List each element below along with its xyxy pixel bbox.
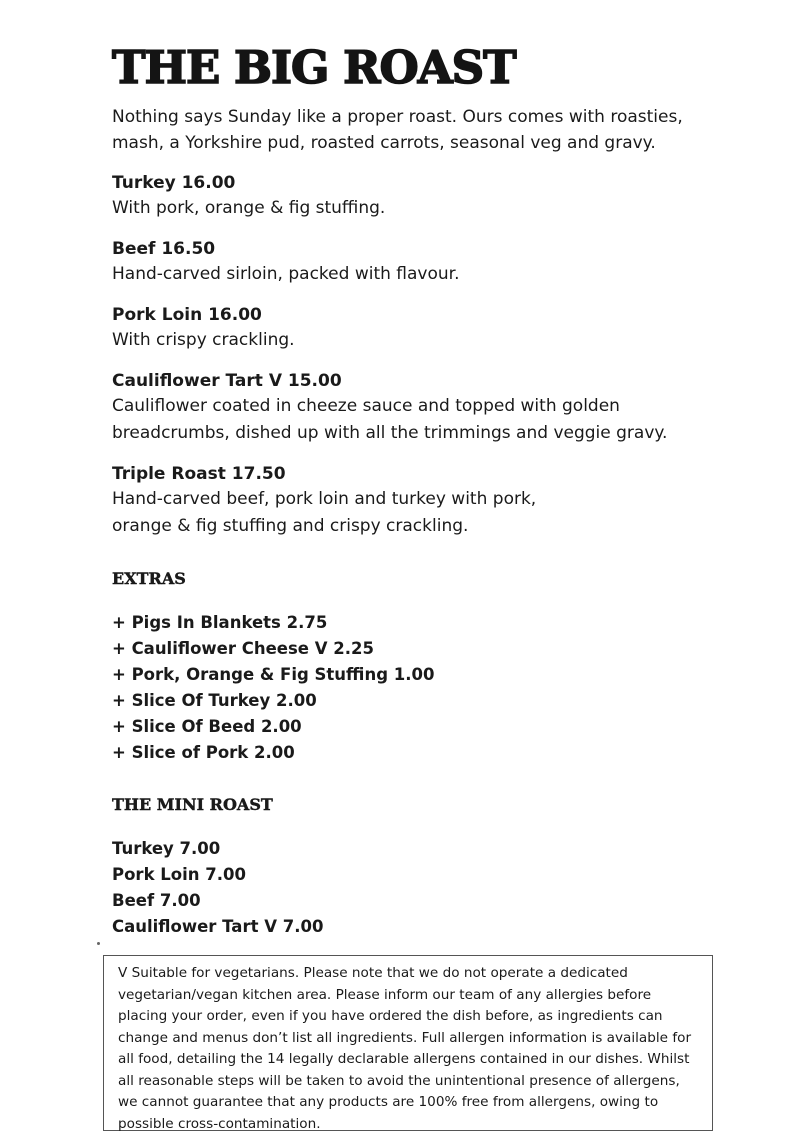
list-item: + Slice of Pork 2.00 xyxy=(112,743,295,762)
dish-name: Beef 16.50 xyxy=(112,239,216,259)
dish-name: Turkey 16.00 xyxy=(112,173,236,193)
list-item: + Cauliflower Cheese V 2.25 xyxy=(112,639,374,658)
list-item: Cauliflower Tart V 7.00 xyxy=(112,917,324,936)
dish-item xyxy=(112,462,752,540)
mini-roast-list xyxy=(112,836,752,940)
menu-intro: Nothing says Sunday like a proper roast. Ours comes with roasties, mash, a Yorkshire pud, roasted carrots, seasonal veg and gravy. xyxy=(112,107,683,153)
dish-name: Triple Roast 17.50 xyxy=(112,464,286,484)
dish-description: With pork, orange & fig stuffing. xyxy=(112,198,386,218)
list-item: + Slice Of Beed 2.00 xyxy=(112,717,302,736)
dish-name: Cauliflower Tart V 15.00 xyxy=(112,371,342,391)
dish-description: Hand-carved sirloin, packed with flavour. xyxy=(112,264,460,284)
list-item: Turkey 7.00 xyxy=(112,839,221,858)
extras-list xyxy=(112,610,752,766)
list-item: Pork Loin 7.00 xyxy=(112,865,246,884)
menu-title: THE BIG ROAST xyxy=(112,41,516,94)
dish-name: Pork Loin 16.00 xyxy=(112,305,262,325)
dish-item xyxy=(112,303,752,354)
list-item: + Pigs In Blankets 2.75 xyxy=(112,613,328,632)
mini-roast-heading: THE MINI ROAST xyxy=(112,795,273,814)
extras-heading: EXTRAS xyxy=(112,569,186,588)
dish-description: Hand-carved beef, pork loin and turkey with pork, orange & fig stuffing and crispy crackling. xyxy=(112,489,537,536)
stray-mark xyxy=(97,942,100,945)
dish-description: Cauliflower coated in cheeze sauce and topped with golden breadcrumbs, dished up with all the trimmings and veggie gravy. xyxy=(112,396,668,443)
list-item: + Pork, Orange & Fig Stuffing 1.00 xyxy=(112,665,435,684)
menu-page xyxy=(112,42,752,940)
list-item: Beef 7.00 xyxy=(112,891,201,910)
allergen-notice: V Suitable for vegetarians. Please note that we do not operate a dedicated vegetarian/vegan kitchen area. Please inform our team of any allergies before placing your order, even if you have ordered the dish before, as ingredients can change and menus don’t list all ingredients. Full allergen information is available for all food, detailing the 14 legally declarable allergens contained in our dishes. Whilst all reasonable steps will be taken to avoid the unintentional presence of allergens, we cannot guarantee that any products are 100% free from allergens, owing to possible cross-contamination. xyxy=(103,955,713,1131)
dish-item xyxy=(112,237,752,288)
dish-item xyxy=(112,171,752,222)
dish-item xyxy=(112,369,752,447)
dish-description: With crispy crackling. xyxy=(112,330,295,350)
list-item: + Slice Of Turkey 2.00 xyxy=(112,691,317,710)
